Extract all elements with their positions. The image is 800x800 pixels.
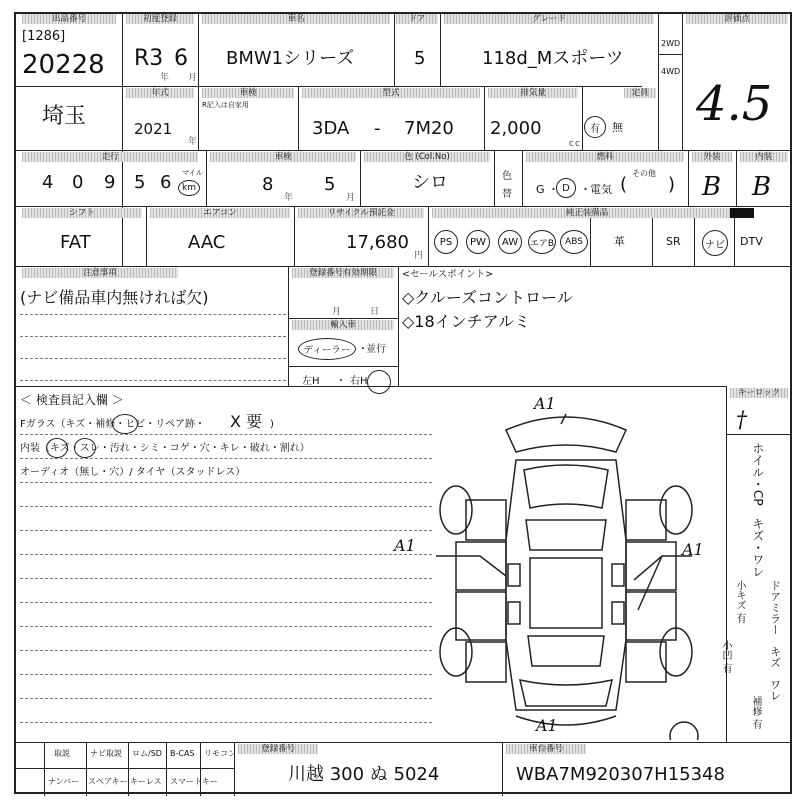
unit-label: 日: [370, 307, 381, 317]
equip-navi: [702, 230, 728, 256]
label-equipment: 純正装備品: [432, 208, 742, 218]
fuel-dot: ・: [548, 183, 559, 196]
side-note-small-scratch: 小キズ 有: [734, 580, 745, 624]
import-dealer-circle: [298, 338, 356, 360]
dot: ・: [358, 344, 368, 355]
key-mark: †: [736, 408, 747, 433]
footer-item: キーレス: [130, 777, 162, 786]
footer-item: リモコン: [204, 749, 236, 758]
turbo-no: 無: [612, 121, 623, 134]
damage-pointer-front: [561, 414, 566, 424]
label-recycle: リサイクル預託金: [298, 208, 424, 218]
equip-label: PW: [470, 236, 486, 248]
model-code: 7M20: [404, 118, 454, 139]
unit-mile: マイル: [182, 169, 203, 177]
drive-4wd: 4WD: [661, 67, 681, 76]
footer-item: ナビ取説: [90, 749, 122, 758]
mileage-digit: 4: [42, 172, 54, 193]
footer-item: 取説: [54, 749, 70, 758]
fuel-electric: 電気: [590, 183, 612, 196]
right-mirror: [612, 564, 624, 586]
inspect-windshield-mark: X 要: [230, 412, 263, 431]
turbo-yes-circle: [584, 116, 606, 138]
label-aircon: エアコン: [150, 208, 290, 218]
unit-label: 年: [284, 193, 295, 203]
color-name: シロ: [412, 172, 448, 193]
fuel-d-circle: [556, 178, 576, 198]
label-car-name: 車名: [202, 14, 390, 24]
wheel-front-left: [440, 486, 472, 534]
label-fuel: 燃料: [526, 152, 684, 162]
label-ext-grade: 外装: [692, 152, 732, 162]
dot: ・: [336, 376, 346, 387]
fuel-other: その他: [632, 169, 656, 178]
label-sales-points: <セールスポイント>: [402, 269, 494, 280]
row-divider: [16, 86, 642, 87]
exterior-grade: B: [702, 172, 722, 202]
mileage-digit: 0: [72, 172, 84, 193]
equip-airbag: [528, 230, 556, 254]
roof: [530, 558, 602, 628]
mileage-digit: 9: [104, 172, 116, 193]
label-grade: グレード: [444, 14, 654, 24]
left-rear-door: [456, 592, 506, 640]
side-note-wheel: ホイル・CP キズ・ワレ: [750, 442, 765, 578]
grade: 118d_Mスポーツ: [482, 48, 624, 69]
side-note-mirror: ドアミラー キズ ワレ: [768, 580, 782, 701]
inspect-windshield: Fガラス（キズ・補修・ヒビ・リペア跡・: [20, 419, 206, 430]
aircon: AAC: [188, 232, 226, 253]
front-bumper: [506, 417, 626, 452]
shaken-year: 8: [262, 174, 274, 195]
label-int-grade: 内装: [740, 152, 788, 162]
shift: FAT: [60, 232, 91, 253]
import-dealer: ディーラー: [303, 345, 351, 356]
fuel-d: D: [562, 182, 570, 194]
mileage-digit: 5: [134, 172, 146, 193]
unit-label: 年: [160, 73, 171, 83]
first-reg-month: 6: [174, 46, 188, 71]
label-rating: 評価点: [686, 14, 788, 24]
equip-label: AW: [501, 236, 519, 248]
fuel-dot: ・: [580, 183, 591, 196]
equip-sunroof: SR: [666, 235, 681, 248]
import-right-hand: 右H: [350, 376, 368, 387]
equip-pw: [466, 230, 490, 254]
lot-code: [1286]: [22, 29, 66, 44]
footer-item: スマートキー: [170, 777, 218, 786]
equip-aw: [498, 230, 522, 254]
trunk: [520, 680, 612, 706]
first-reg-era: R3: [134, 46, 164, 71]
left-mirror: [508, 564, 520, 586]
model-prefix: 3DA: [312, 118, 350, 139]
right-rear-door: [626, 592, 676, 640]
inspect-interior: 内装（キズ・スレ・汚れ・シミ・コゲ・穴・キレ・破れ・割れ）: [20, 443, 310, 454]
label-color: 色 (Col.No): [364, 152, 490, 162]
color-change-label: 替: [502, 189, 512, 200]
left-handle: [508, 602, 520, 624]
label-shaken: 車検: [202, 88, 294, 98]
equip-leather: 革: [614, 235, 625, 248]
shaken-note: R記入は自家用: [202, 101, 249, 109]
equip-label: PS: [439, 236, 453, 248]
import-right-hand-circle: [367, 370, 391, 394]
unit-km: km: [182, 183, 196, 193]
equip-abs: [560, 230, 588, 254]
import-parallel: 並行: [366, 344, 386, 355]
unit-label: 年: [188, 137, 199, 147]
mileage-digit: 6: [160, 172, 172, 193]
label-mileage: 走行: [22, 152, 198, 162]
prefecture: 埼玉: [42, 104, 87, 129]
damage-left: A1: [394, 536, 416, 555]
label-chassis: 車台番号: [506, 744, 586, 754]
equip-label: エアB: [529, 238, 555, 249]
damage-pointer-left: [436, 556, 506, 576]
lot-number: 20228: [22, 50, 105, 80]
rear-bumper: [516, 716, 616, 725]
interior-grade: B: [752, 172, 772, 202]
rear-window: [528, 636, 604, 666]
right-handle: [612, 602, 624, 624]
footer-item: ロム/SD: [132, 749, 162, 758]
year: 2021: [134, 120, 173, 138]
side-note-repaired: 補修 有: [750, 696, 761, 730]
unit-label: 月: [188, 73, 199, 83]
fuel-g: G: [536, 183, 545, 196]
car-diagram: [416, 390, 716, 740]
label-shift: シフト: [22, 208, 142, 218]
side-note-small-dent: 小凹 有: [720, 640, 731, 674]
circle-mark: [46, 438, 68, 458]
label-capacity: 定員: [624, 88, 656, 98]
fuel-paren-open: (: [620, 174, 628, 195]
inspector-notes-title: 検査員記入欄: [35, 393, 108, 407]
footer-item: スペアキー: [88, 777, 128, 786]
label-year: 年式: [126, 88, 194, 98]
equip-label: ナビ: [705, 239, 725, 251]
inspect-paren: ): [270, 419, 274, 430]
label-doors: ドア: [396, 14, 438, 24]
damage-right: A1: [682, 540, 704, 559]
equip-ps: [434, 230, 458, 254]
label-reg-date: 登録番号有効期限: [292, 268, 394, 278]
label-import: 輸入車: [292, 320, 394, 330]
unit-label: 円: [414, 251, 425, 261]
row-divider: [16, 150, 790, 151]
unit-km-circle: [178, 180, 200, 196]
row-divider: [16, 742, 790, 743]
doors: 5: [414, 48, 426, 69]
label-key: キーロック: [730, 388, 788, 398]
plate-number: 川越 300 ぬ 5024: [288, 764, 440, 785]
label-model: 型式: [302, 88, 480, 98]
model-dash: -: [374, 118, 381, 139]
label-lot: 出品番号: [22, 14, 116, 24]
left-front-door: [456, 542, 506, 590]
circle-mark: [112, 414, 138, 434]
car-body: [506, 460, 626, 710]
shaken-month: 5: [324, 174, 336, 195]
notes-text: (ナビ備品車内無ければ欠): [20, 288, 209, 307]
drive-2wd: 2WD: [661, 39, 681, 48]
recycle-amount: 17,680: [346, 232, 409, 253]
hood: [524, 465, 608, 508]
import-left-hand: 左H: [302, 376, 320, 387]
row-divider: [16, 266, 790, 267]
sales-point-1: ◇クルーズコントロール: [402, 288, 573, 307]
chassis-number: WBA7M920307H15348: [516, 764, 725, 785]
footer-item: B-CAS: [170, 749, 195, 758]
label-plate: 登録番号: [238, 744, 318, 754]
auction-sheet: [14, 12, 792, 794]
equip-dtv: DTV: [740, 235, 763, 248]
damage-rear: A1: [536, 716, 558, 735]
unit-label: cc: [569, 139, 581, 149]
unit-label: 月: [332, 307, 343, 317]
turbo-yes: 有: [590, 123, 600, 135]
equip-label: ABS: [565, 237, 583, 247]
unit-label: 月: [346, 193, 357, 203]
label-displacement: 排気量: [488, 88, 578, 98]
label-notes: 注意事項: [22, 268, 178, 278]
damage-front: A1: [534, 394, 556, 413]
windshield: [526, 520, 606, 550]
spare-tire: [670, 722, 698, 740]
rating-score: 4.5: [696, 76, 773, 132]
circle-mark: [74, 438, 96, 458]
inspect-audio: オーディオ（無し・穴）/ タイヤ（スタッドレス）: [20, 467, 246, 478]
fuel-paren-close: ): [668, 174, 676, 195]
row-divider: [16, 206, 790, 207]
label-first-reg: 初度登録: [126, 14, 194, 24]
color-change-label: 色: [502, 171, 512, 182]
footer-item: ナンバー: [48, 777, 80, 786]
damage-pointer-right: [634, 556, 692, 610]
wheel-front-right: [660, 486, 692, 534]
label-shaken-expiry: 車検: [210, 152, 356, 162]
black-patch: [730, 208, 754, 218]
car-name: BMW1シリーズ: [226, 48, 355, 69]
label-inspector-notes: ＜ 検査員記入欄 ＞: [20, 393, 124, 407]
sales-point-2: ◇18インチアルミ: [402, 312, 531, 331]
displacement: 2,000: [490, 118, 542, 139]
